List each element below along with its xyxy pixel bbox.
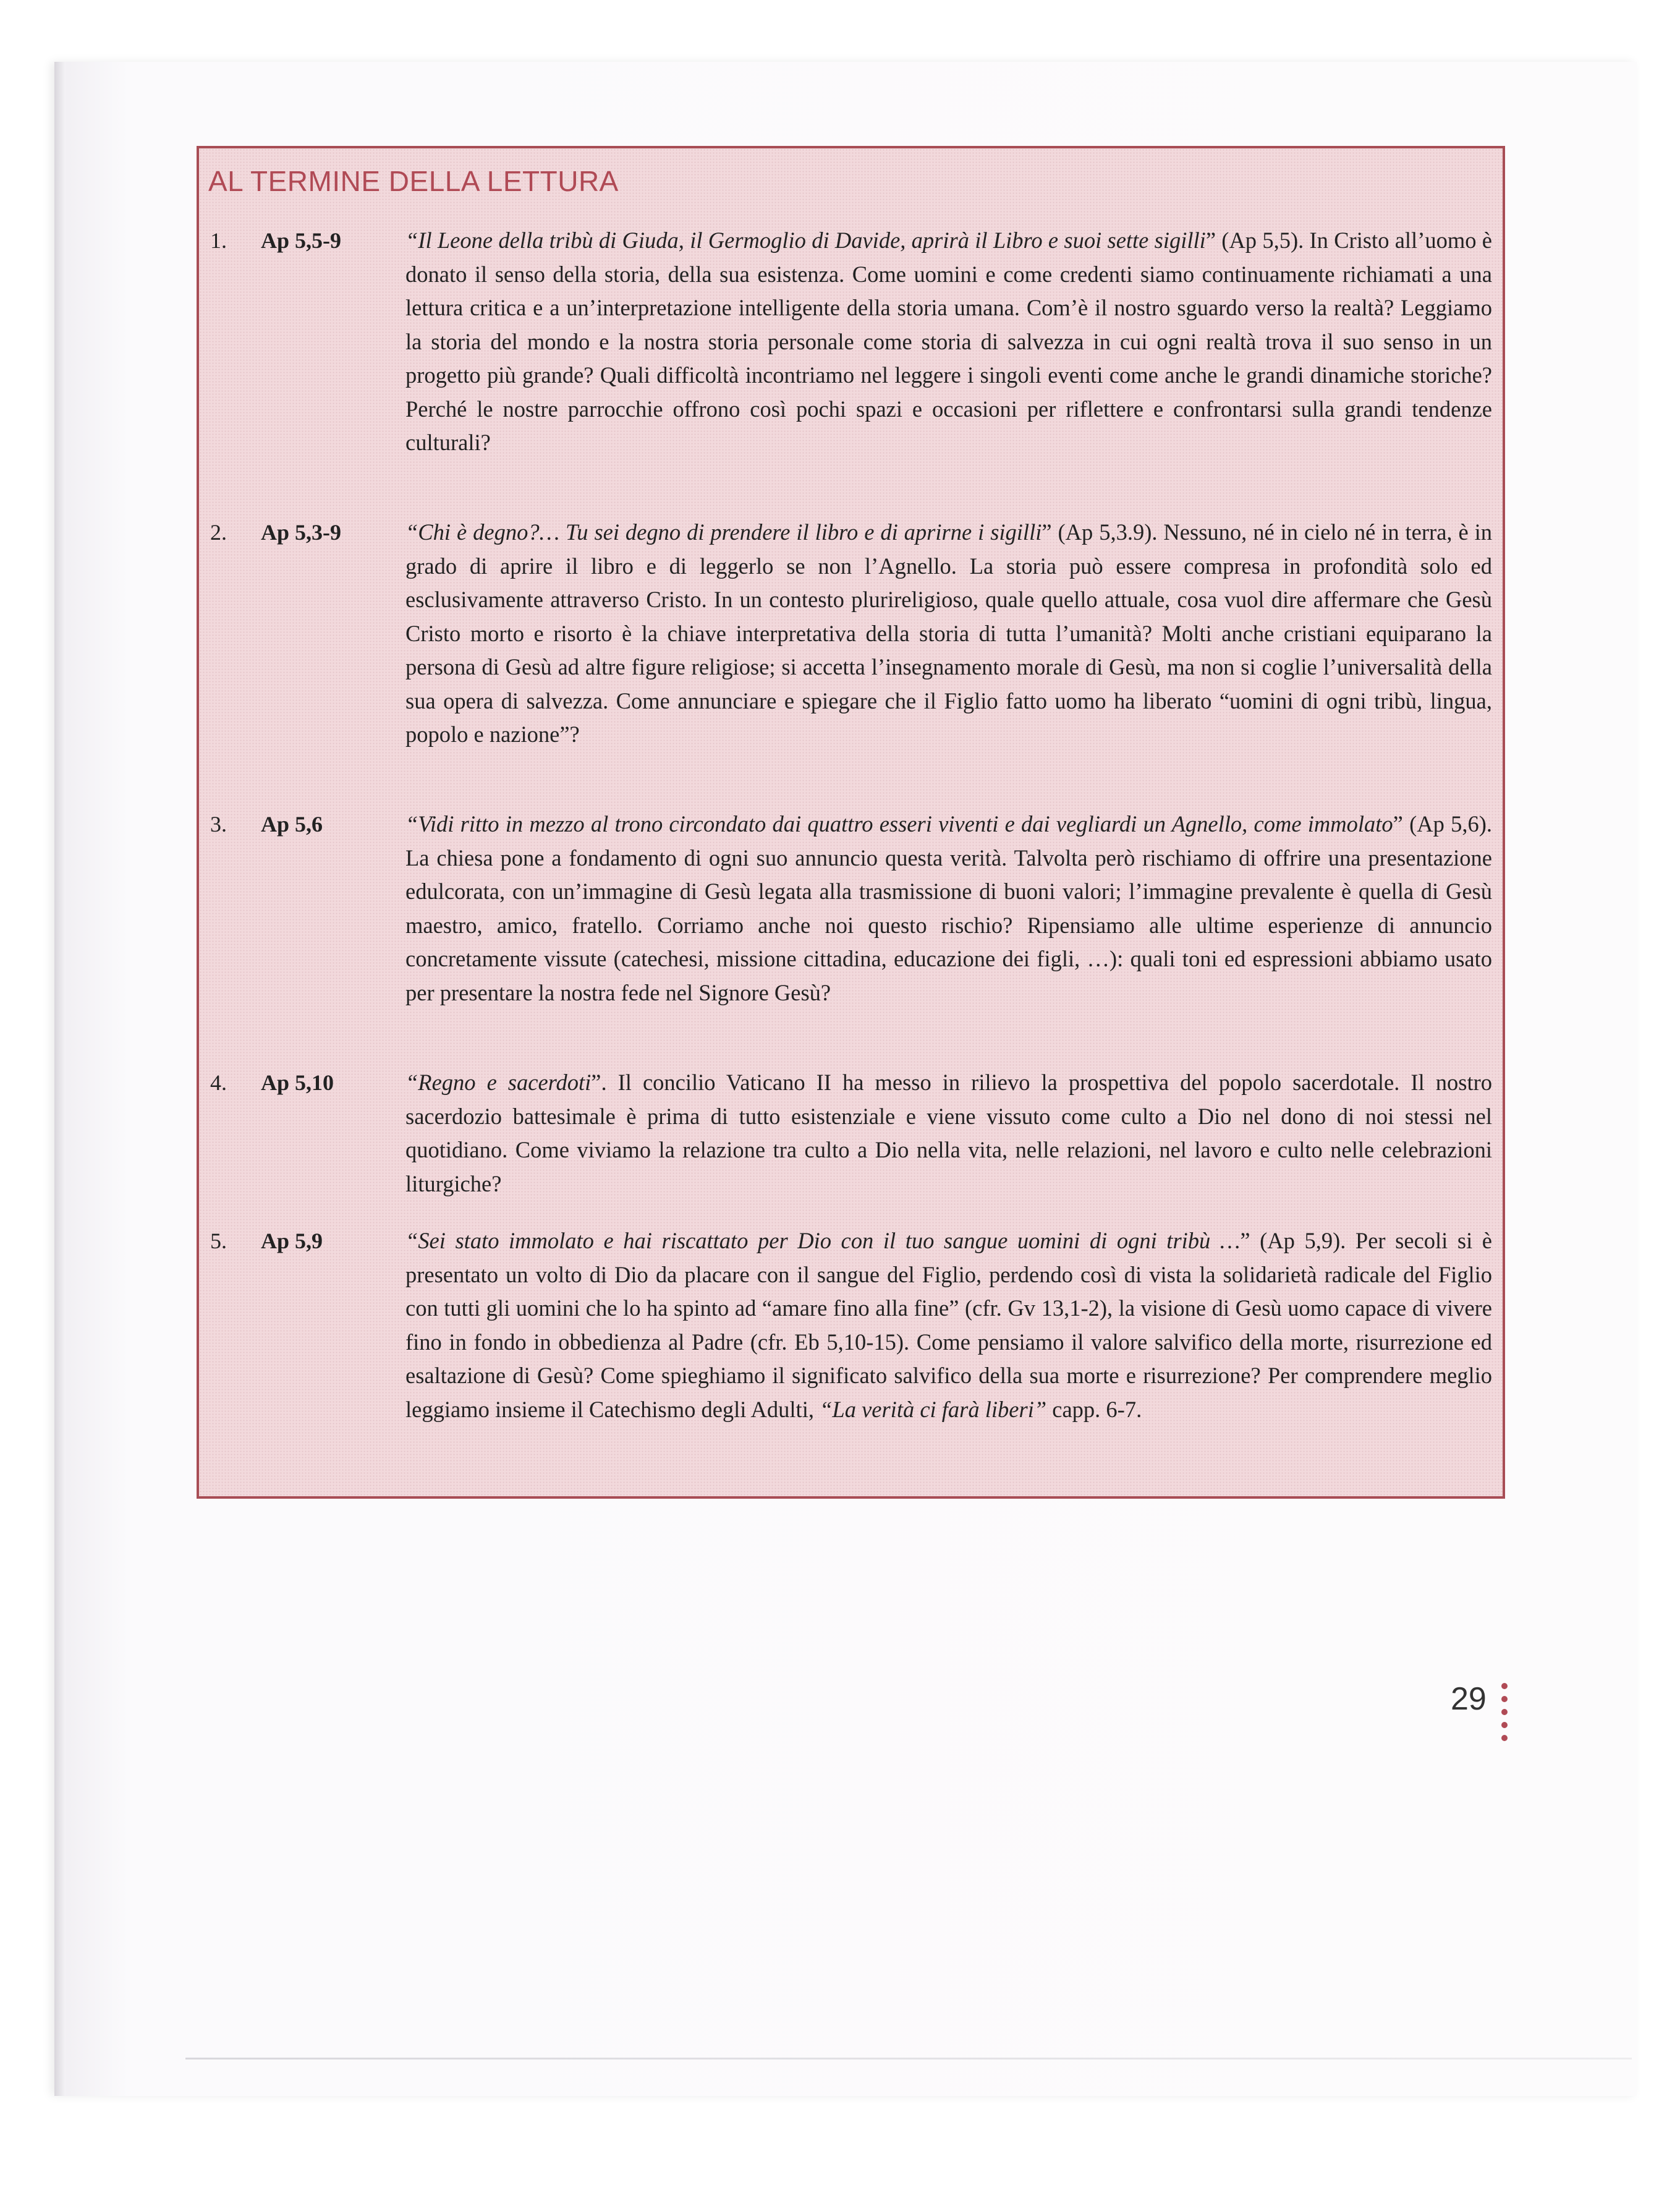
entry-body: ” (Ap 5,6). La chiesa pone a fondamento di ogni suo annuncio questa verità. Talvolta però rischiamo di offrire una presentazione edulcorata, con un’immagine di Gesù legata alla trasmissione di buoni valori; l’immagine prevalente è quella di Gesù maestro, amico, fratello. Corriamo anche noi questo rischio? Ripensiamo alle ultime esperienze di annuncio concretamente vissute (catechesi, missione cittadina, educazione dei figli, …): quali toni ed espressioni abbiamo usato per presentare la nostra fede nel Signore Gesù?: [405, 811, 1492, 1005]
entry-reference: Ap 5,6: [261, 812, 323, 837]
paper-fold-shadow: [54, 62, 66, 2096]
page-number: 29: [1451, 1681, 1487, 1717]
box-title: AL TERMINE DELLA LETTURA: [208, 165, 619, 197]
entry-body: ” (Ap 5,5). In Cristo all’uomo è donato il senso della storia, della sua esistenza. Come uomini e come credenti siamo continuamente richiamati a una lettura critica e a un’interpretazione intelligente della storia umana. Com’è il nostro sguardo verso la realtà? Leggiamo la storia del mondo e la nostra storia personale come storia di salvezza in cui ogni realtà trova il suo senso in un progetto più grande? Quali difficoltà incontriamo nel leggere i singoli eventi come anche le grandi dinamiche storiche? Perché le nostre parrocchie offrono così pochi spazi e occasioni per riflettere e confrontarsi sulla grandi tendenze culturali?: [405, 228, 1492, 455]
entry-body: ” (Ap 5,9). Per secoli si è presentato un volto di Dio da placare con il sangue del Figlio, perdendo così di vista la solidarietà radicale del Figlio con tutti gli uomini che lo ha spinto ad “amare fino alla fine” (cfr. Gv 13,1-2), la visione di Gesù uomo capace di vivere fino in fondo in obbedienza al Padre (cfr. Eb 5,10-15). Come pensiamo il valore salvifico della morte, risurrezione ed esaltazione di Gesù? Come spieghiamo il significato salvifico della sua morte e risurrezione? Per comprendere meglio leggiamo insieme il Catechismo degli Adulti,: [405, 1228, 1492, 1422]
entry-quote: “Sei stato immolato e hai riscattato per Dio con il tuo sangue uomini di ogni tribù …: [405, 1228, 1241, 1253]
entry-quote: “Il Leone della tribù di Giuda, il Germoglio di Davide, aprirà il Libro e suoi sette sigilli: [405, 228, 1206, 253]
entry-reference: Ap 5,10: [261, 1070, 334, 1095]
entry-body: ” (Ap 5,3.9). Nessuno, né in cielo né in terra, è in grado di aprire il libro e di leggerlo se non l’Agnello. La storia può essere compresa in profondità solo ed esclusivamente attraverso Cristo. In un contesto plurireligioso, quale quello attuale, cosa vuol dire affermare che Gesù Cristo morto e risorto è la chiave interpretativa della storia di tutta l’umanità? Molti anche cristiani equiparano la persona di Gesù ad altre figure religiose; si accetta l’insegnamento morale di Gesù, ma non si coglie l’universalità della sua opera di salvezza. Come annunciare e spiegare che il Figlio fatto uomo ha liberato “uomini di ogni tribù, lingua, popolo e nazione”?: [405, 519, 1492, 747]
entry-text: [405, 1066, 1492, 1201]
entry-tail: capp. 6-7.: [1046, 1396, 1142, 1422]
entry-body: ”. Il concilio Vaticano II ha messo in rilievo la prospettiva del popolo sacerdotale. Il nostro sacerdozio battesimale è prima di tutto esistenziale e viene vissuto come culto a Dio nel dono di noi stessi nel quotidiano. Come viviamo la relazione tra culto a Dio nella vita, nelle relazioni, nel lavoro e culto nelle celebrazioni liturgiche?: [405, 1070, 1492, 1196]
entry-text: [405, 516, 1492, 752]
dot-mark: [1501, 1709, 1508, 1715]
dot-mark: [1501, 1722, 1508, 1728]
entry-number: 5.: [210, 1229, 227, 1253]
dot-mark: [1501, 1735, 1508, 1741]
entry-text: [405, 807, 1492, 1010]
entry-quote: “Chi è degno?… Tu sei degno di prendere il libro e di aprirne i sigilli: [405, 519, 1042, 545]
entry-number: 2.: [210, 520, 227, 545]
entry-reference: Ap 5,5-9: [261, 228, 342, 253]
entry-text: [405, 224, 1492, 460]
book-title: “La verità ci farà liberi”: [820, 1396, 1047, 1422]
dot-mark: [1501, 1683, 1508, 1689]
scan-edge-line: [185, 2058, 1632, 2059]
entry-reference: Ap 5,3-9: [261, 520, 342, 545]
entry-number: 4.: [210, 1070, 227, 1095]
reading-questions-box: [197, 146, 1505, 1499]
page-number-dots: [1501, 1683, 1509, 1748]
entry-quote: “Vidi ritto in mezzo al trono circondato dai quattro esseri viventi e dai vegliardi un Agnello, come immolato: [405, 811, 1393, 837]
entry-number: 1.: [210, 228, 227, 253]
entry-text: [405, 1224, 1492, 1426]
dot-mark: [1501, 1696, 1508, 1702]
entry-reference: Ap 5,9: [261, 1229, 323, 1253]
entry-number: 3.: [210, 812, 227, 837]
entry-quote: “Regno e sacerdoti: [405, 1070, 592, 1095]
